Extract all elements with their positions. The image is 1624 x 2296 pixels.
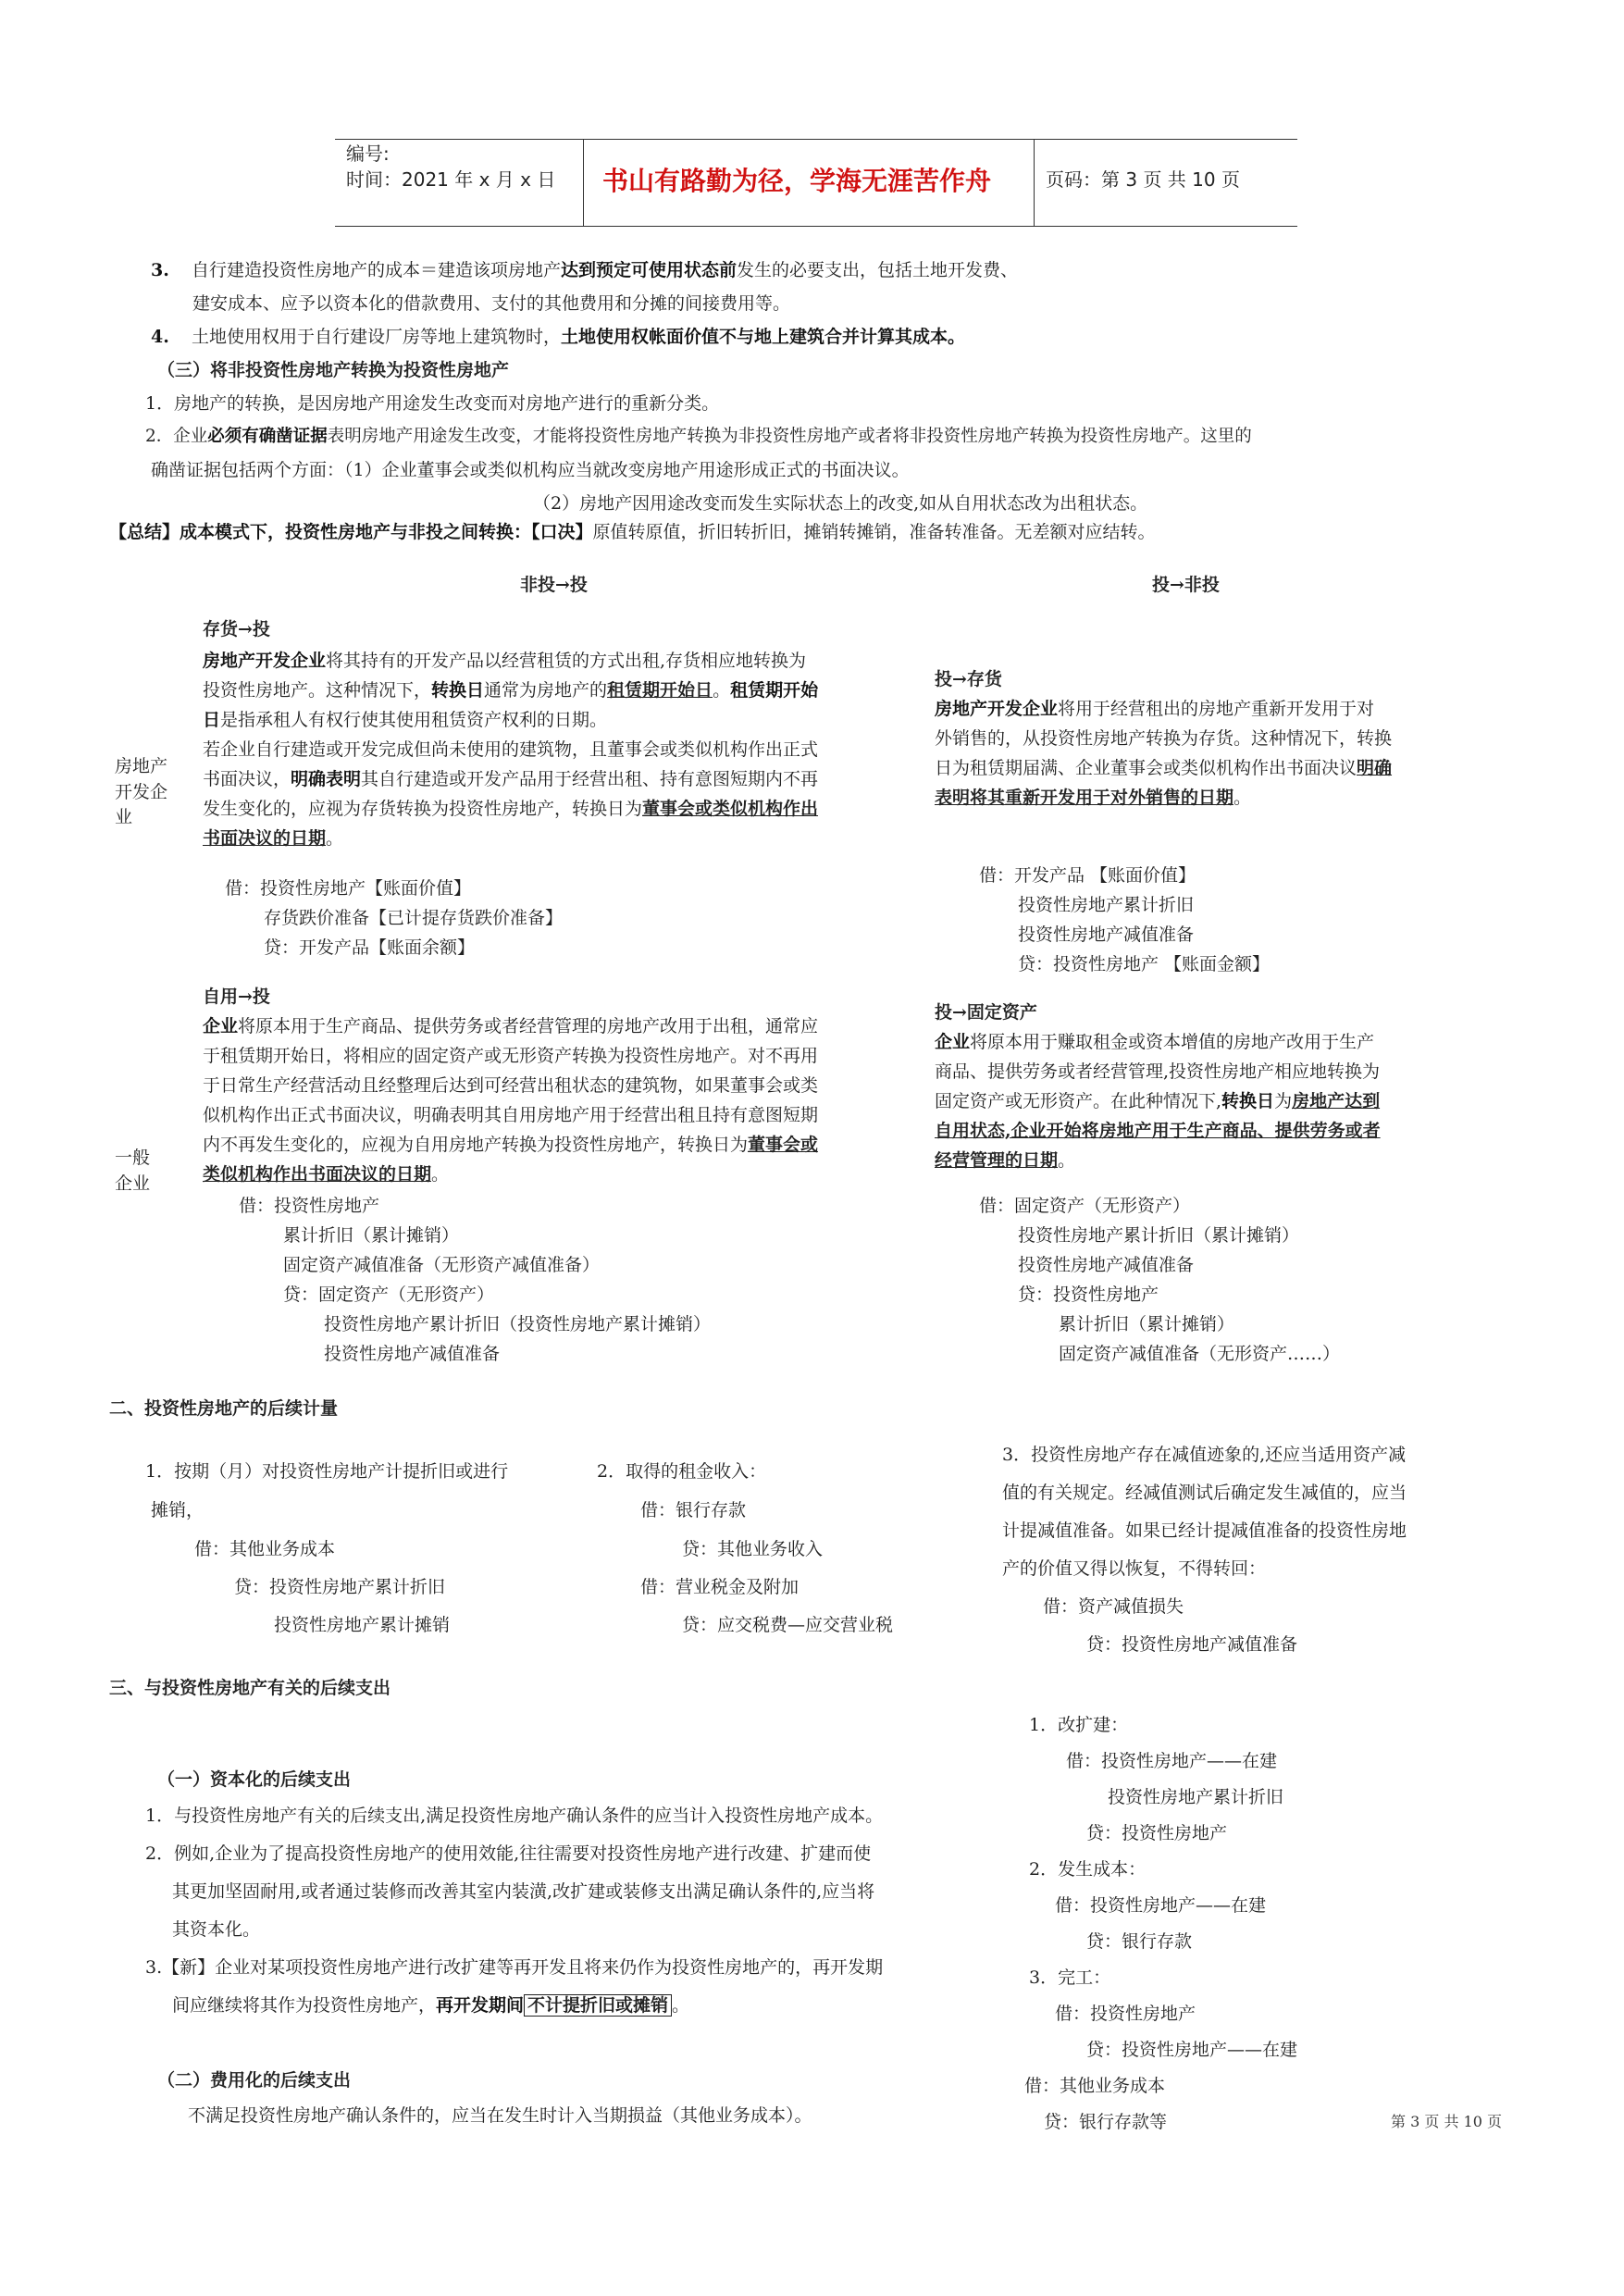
bold: 租赁期开始 — [730, 680, 819, 701]
label-line: 一般 — [115, 1148, 151, 1168]
s2-c6: 贷：投资性房地产减值准备 — [1086, 1634, 1298, 1655]
s2-a5: 投资性房地产累计摊销 — [274, 1615, 451, 1635]
header-motto-cell — [583, 140, 1035, 226]
text: 自行建造投资性房地产的成本＝建造该项房地产 — [192, 260, 562, 280]
s2-a1: 1．按期（月）对投资性房地产计提折旧或进行 — [145, 1461, 509, 1482]
text: 。 — [713, 680, 731, 701]
num: 3. — [151, 260, 169, 280]
underlined: 自用状态,企业开始将房地产用于生产商品、提供劳务或者 — [935, 1121, 1381, 1141]
r2-line5 — [935, 1149, 1075, 1173]
conv-2 — [145, 426, 1252, 449]
s2-b2: 借：银行存款 — [640, 1500, 747, 1520]
underlined: 经营管理的日期 — [935, 1150, 1059, 1171]
text: 。 — [1233, 788, 1252, 808]
r2-line2: 商品、提供劳务或者经营管理,投资性房地产相应地转换为 — [935, 1061, 1381, 1082]
s3-p2c: 其资本化。 — [172, 1919, 261, 1940]
self-to-inv-title: 自用→投 — [203, 987, 270, 1007]
section-2-title: 二、投资性房地产的后续计量 — [109, 1398, 339, 1419]
text: 。 — [1058, 1150, 1076, 1171]
text-bold: 达到预定可使用状态前 — [561, 260, 738, 280]
r2-j6: 固定资产减值准备（无形资产……） — [1059, 1344, 1341, 1364]
s3-p3a: 3.【新】企业对某项投资性房地产进行改扩建等再开发且将来仍作为投资性房地产的，再开发期 — [145, 1957, 884, 1978]
s3-r3: 投资性房地产累计折旧 — [1108, 1787, 1284, 1807]
underlined: 房地产达到 — [1292, 1091, 1381, 1111]
inv-to-fixed-title: 投→固定资产 — [935, 1002, 1037, 1023]
text: 书面决议， — [203, 769, 291, 789]
text: 间应继续将其作为投资性房地产， — [172, 1995, 437, 2016]
s3-r11: 借：其他业务成本 — [1024, 2076, 1166, 2096]
r1-journal-dr: 借：开发产品 【账面价值】 — [979, 865, 1196, 886]
text: 土地使用权用于自行建设厂房等地上建筑物时， — [192, 327, 562, 347]
text: 投资性房地产。这种情况下， — [203, 680, 432, 701]
r2-line4 — [935, 1120, 1381, 1144]
paragraph-4 — [151, 326, 965, 350]
text: 日为租赁期届满、企业董事会或类似机构作出书面决议 — [935, 758, 1357, 778]
row-label-developer — [115, 754, 167, 831]
text: 将原本用于赚取租金或资本增值的房地产改用于生产 — [970, 1032, 1375, 1052]
s3-r6: 借：投资性房地产——在建 — [1055, 1895, 1267, 1916]
s3-p1: 1．与投资性房地产有关的后续支出,满足投资性房地产确认条件的应当计入投资性房地产成本。 — [145, 1806, 884, 1826]
col-header-right: 投→非投 — [1152, 575, 1220, 595]
underlined: 董事会或 — [748, 1135, 819, 1155]
paragraph-3-line2: 建安成本、应予以资本化的借款费用、支付的其他费用和分摊的间接费用等。 — [192, 293, 791, 314]
l2-j5: 投资性房地产累计折旧（投资性房地产累计摊销） — [324, 1314, 712, 1334]
boxed-text: 不计提折旧或摊销 — [524, 1994, 672, 2017]
l1-line2 — [203, 679, 818, 703]
r1-line1 — [935, 698, 1374, 722]
conv-2-line2: 确凿证据包括两个方面：（1）企业董事会或类似机构应当就改变房地产用途形成正式的书面决议。 — [151, 460, 910, 480]
text: 其自行建造或开发产品用于经营出租、持有意图短期内不再 — [361, 769, 819, 789]
text: 为 — [1274, 1091, 1293, 1111]
s3-p3b — [172, 1994, 689, 2018]
bold: 房地产开发企业 — [935, 699, 1059, 719]
s2-a2: 摊销， — [151, 1500, 205, 1520]
l1-line1 — [203, 650, 806, 674]
header-page-cell — [1035, 140, 1297, 226]
s3-r5: 2．发生成本： — [1029, 1859, 1147, 1880]
section-3-title: 三、与投资性房地产有关的后续支出 — [109, 1678, 391, 1698]
l1-line4: 若企业自行建造或开发完成但尚未使用的建筑物，且董事会或类似机构作出正式 — [203, 739, 819, 760]
l1-journal-dr: 借：投资性房地产【账面价值】 — [225, 878, 472, 899]
underlined: 租赁期开始日 — [607, 680, 713, 701]
r1-line3 — [935, 757, 1392, 781]
l2-j1: 借：投资性房地产 — [239, 1196, 380, 1216]
l2-j6: 投资性房地产减值准备 — [324, 1344, 501, 1364]
text: 内不再发生变化的，应视为自用房地产转换为投资性房地产，转换日为 — [203, 1135, 749, 1155]
conv-1: 1．房地产的转换，是因房地产用途发生改变而对房地产进行的重新分类。 — [145, 393, 720, 414]
s3-r1: 1．改扩建： — [1029, 1715, 1129, 1735]
header-meta — [335, 140, 583, 226]
s3-heading-2: （二）费用化的后续支出 — [157, 2070, 352, 2091]
s3-q1: 不满足投资性房地产确认条件的，应当在发生时计入当期损益（其他业务成本）。 — [188, 2105, 812, 2126]
label-line: 业 — [115, 807, 133, 828]
s3-r7: 贷：银行存款 — [1086, 1931, 1193, 1952]
text: 。 — [672, 1995, 690, 2016]
text: 将其持有的开发产品以经营租赁的方式出租,存货相应地转换为 — [326, 651, 807, 671]
summary-bold: 【总结】成本模式下，投资性房地产与非投之间转换：【口决】 — [109, 522, 593, 542]
text: 是指承租人有权行使其使用租赁资产权利的日期。 — [220, 710, 608, 730]
r2-j4: 贷：投资性房地产 — [1018, 1285, 1159, 1305]
l2-j2: 累计折旧（累计摊销） — [283, 1225, 460, 1246]
r2-j3: 投资性房地产减值准备 — [1018, 1255, 1195, 1275]
r2-line3 — [935, 1090, 1380, 1114]
text: 通常为房地产的 — [484, 680, 608, 701]
underlined: 表明将其重新开发用于对外销售的日期 — [935, 788, 1234, 808]
summary — [109, 521, 1156, 545]
motto: 书山有路勤为径，学海无涯苦作舟 — [602, 166, 992, 196]
s2-b1: 2．取得的租金收入： — [597, 1461, 767, 1482]
r2-j1: 借：固定资产（无形资产） — [979, 1196, 1191, 1216]
l1-line7 — [203, 827, 343, 851]
s3-r12: 贷：银行存款等 — [1044, 2112, 1168, 2132]
label-line: 房地产 — [115, 756, 168, 776]
inv-to-inv-title: 存货→投 — [203, 619, 270, 639]
underlined: 董事会或类似机构作出 — [642, 799, 819, 819]
paragraph-3 — [151, 259, 1018, 283]
l2-j3: 固定资产减值准备（无形资产减值准备） — [283, 1255, 601, 1275]
text: 。 — [326, 828, 344, 849]
time-label: 时间：2021 年 x 月 x 日 — [346, 168, 556, 191]
text: 2．企业 — [145, 427, 208, 446]
l1-journal-dr2: 存货跌价准备【已计提存货跌价准备】 — [264, 908, 564, 928]
s3-r8: 3．完工： — [1029, 1967, 1111, 1988]
s3-r2: 借：投资性房地产——在建 — [1066, 1751, 1278, 1771]
label-line: 企业 — [115, 1173, 151, 1194]
r1-journal-cr: 贷：投资性房地产 【账面金额】 — [1018, 954, 1271, 974]
s2-b5: 贷：应交税费—应交营业税 — [682, 1615, 894, 1635]
s3-r10: 贷：投资性房地产——在建 — [1086, 2040, 1298, 2060]
s2-a4: 贷：投资性房地产累计折旧 — [234, 1577, 446, 1597]
s2-b4: 借：营业税金及附加 — [640, 1577, 800, 1597]
s3-heading-1: （一）资本化的后续支出 — [157, 1769, 352, 1790]
r1-journal-dr2: 投资性房地产累计折旧 — [1018, 895, 1195, 915]
text: 将原本用于生产商品、提供劳务或者经营管理的房地产改用于出租，通常应 — [238, 1016, 819, 1036]
s3-r4: 贷：投资性房地产 — [1086, 1823, 1228, 1843]
text: 发生的必要支出，包括土地开发费、 — [737, 260, 1019, 280]
l2-j4: 贷：固定资产（无形资产） — [283, 1285, 495, 1305]
inv-to-stock-title: 投→存货 — [935, 669, 1002, 689]
l2-line5 — [203, 1134, 818, 1158]
r2-j2: 投资性房地产累计折旧（累计摊销） — [1018, 1225, 1300, 1246]
l2-line3: 于日常生产经营活动且经整理后达到可经营出租状态的建筑物，如果董事会或类 — [203, 1075, 819, 1096]
text: 表明房地产用途发生改变，才能将投资性房地产转换为非投资性房地产或者将非投资性房地产转换为投资性房地产。这里的 — [327, 427, 1252, 446]
s2-c2: 值的有关规定。经减值测试后确定发生减值的，应当 — [1002, 1483, 1407, 1503]
s3-r9: 借：投资性房地产 — [1055, 2004, 1196, 2024]
s2-b3: 贷：其他业务收入 — [682, 1539, 824, 1559]
bold: 企业 — [203, 1016, 239, 1036]
bold: 明确表明 — [291, 769, 362, 789]
bold: 转换日 — [1221, 1091, 1275, 1111]
s2-c3: 计提减值准备。如果已经计提减值准备的投资性房地 — [1002, 1520, 1407, 1541]
bold: 企业 — [935, 1032, 971, 1052]
heading-3: （三）将非投资性房地产转换为投资性房地产 — [157, 360, 510, 380]
r1-line4 — [935, 787, 1251, 811]
bold: 日 — [203, 710, 221, 730]
s2-a3: 借：其他业务成本 — [194, 1539, 336, 1559]
text-bold: 必须有确凿证据 — [207, 427, 328, 446]
s2-c1: 3．投资性房地产存在减值迹象的,还应当适用资产减 — [1002, 1445, 1407, 1465]
l2-line2: 于租赁期开始日，将相应的固定资产或无形资产转换为投资性房地产。对不再用 — [203, 1046, 819, 1066]
text-bold: 土地使用权帐面价值不与地上建筑合并计算其成本。 — [561, 327, 966, 347]
s2-c4: 产的价值又得以恢复，不得转回： — [1002, 1558, 1267, 1579]
num: 4. — [151, 327, 169, 347]
l1-journal-cr: 贷：开发产品【账面余额】 — [264, 937, 476, 958]
s3-p2a: 2．例如,企业为了提高投资性房地产的使用效能,往往需要对投资性房地产进行改建、扩建而使 — [145, 1843, 872, 1864]
underlined: 类似机构作出书面决议的日期 — [203, 1164, 432, 1185]
l2-line1 — [203, 1015, 818, 1039]
r1-line2: 外销售的，从投资性房地产转换为存货。这种情况下，转换 — [935, 728, 1393, 749]
bold: 再开发期间 — [436, 1995, 525, 2016]
s2-c5: 借：资产减值损失 — [1043, 1596, 1184, 1617]
text: 将用于经营租出的房地产重新开发用于对 — [1058, 699, 1375, 719]
text: 发生变化的，应视为存货转换为投资性房地产，转换日为 — [203, 799, 643, 819]
serial-label: 编号: — [346, 143, 390, 165]
text: 固定资产或无形资产。在此种情况下, — [935, 1091, 1222, 1111]
l2-line6 — [203, 1163, 449, 1187]
label-line: 开发企 — [115, 781, 168, 802]
conv-2-line3: （2）房地产因用途改变而发生实际状态上的改变,如从自用状态改为出租状态。 — [533, 493, 1148, 514]
underlined: 明确 — [1357, 758, 1393, 778]
r2-j5: 累计折旧（累计摊销） — [1059, 1314, 1235, 1334]
l2-line4: 似机构作出正式书面决议，明确表明其自用房地产用于经营出租且持有意图短期 — [203, 1105, 819, 1125]
s3-p2b: 其更加坚固耐用,或者通过装修而改善其室内装潢,改扩建或装修支出满足确认条件的,应当将 — [172, 1881, 875, 1902]
underlined: 书面决议的日期 — [203, 828, 327, 849]
r2-line1 — [935, 1031, 1374, 1055]
bold: 转换日 — [431, 680, 485, 701]
text: 。 — [431, 1164, 450, 1185]
r1-journal-dr3: 投资性房地产减值准备 — [1018, 925, 1195, 945]
summary-text: 原值转原值，折旧转折旧，摊销转摊销，准备转准备。无差额对应结转。 — [592, 522, 1156, 542]
page-info: 页码：第 3 页 共 10 页 — [1046, 168, 1240, 191]
row-label-general — [115, 1146, 150, 1197]
l1-line3 — [203, 709, 607, 733]
bold: 房地产开发企业 — [203, 651, 327, 671]
l1-line5 — [203, 768, 818, 792]
document-header — [335, 139, 1297, 227]
l1-line6 — [203, 798, 818, 822]
page-footer: 第 3 页 共 10 页 — [1391, 2113, 1502, 2130]
col-header-left: 非投→投 — [520, 575, 588, 595]
